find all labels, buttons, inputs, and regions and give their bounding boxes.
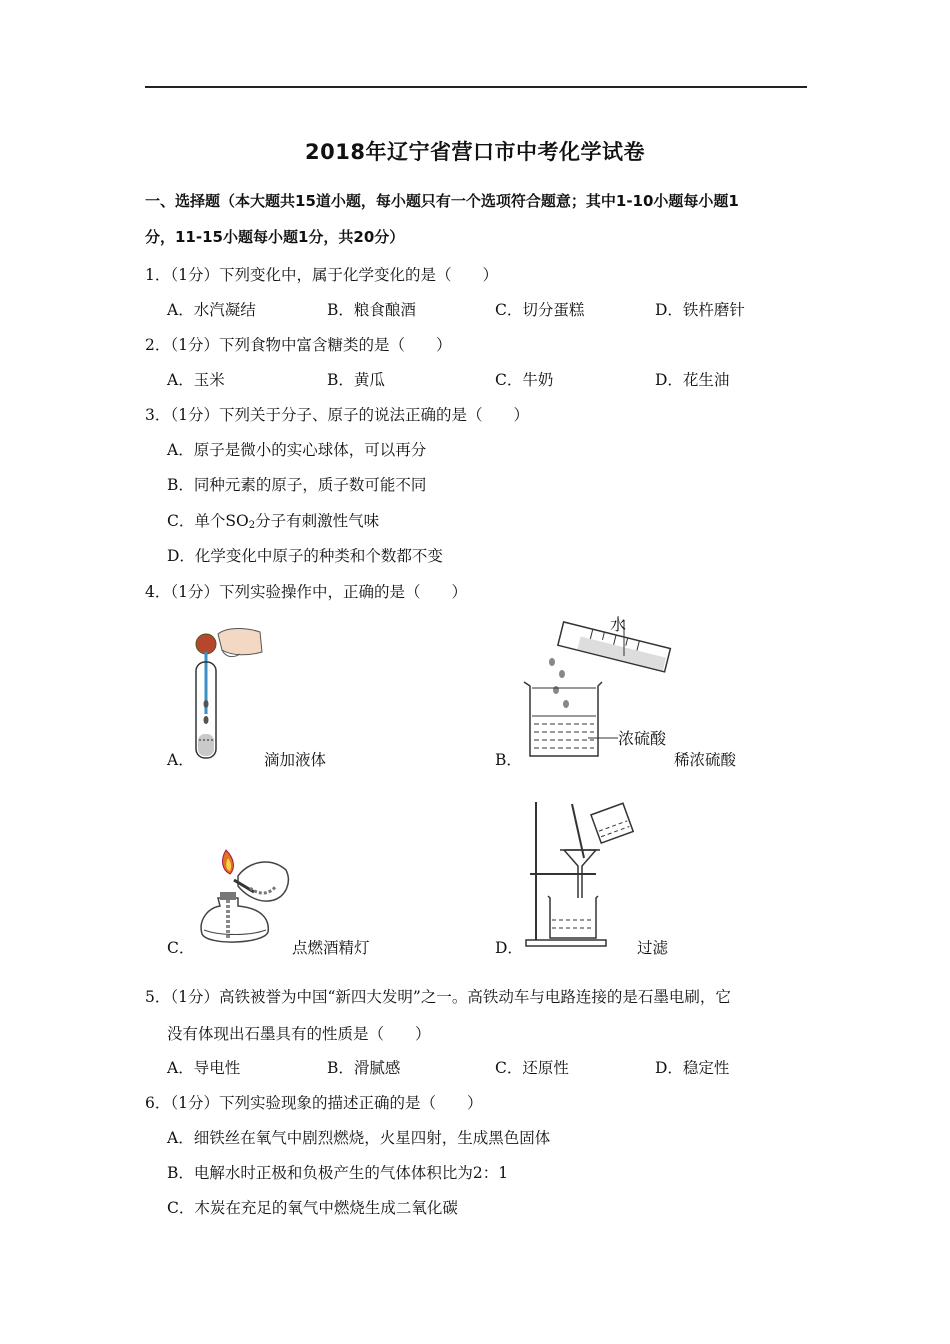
question-3-stem: 3．（1分）下列关于分子、原子的说法正确的是（ ） <box>145 406 529 424</box>
question-6-option-b[interactable]: B．电解水时正极和负极产生的气体体积比为2：1 <box>167 1164 509 1182</box>
question-4-option-b-caption: 稀浓硫酸 <box>674 751 737 769</box>
question-2-option-c[interactable]: C．牛奶 <box>495 371 554 389</box>
label-concentrated-acid: 浓硫酸 <box>618 729 667 748</box>
section-heading-line2: 分，11-15小题每小题1分，共20分） <box>145 228 405 246</box>
question-1-option-a[interactable]: A．水汽凝结 <box>167 301 256 319</box>
question-5-stem: 5．（1分）高铁被誉为中国“新四大发明”之一。高铁动车与电路连接的是石墨电刷，它 <box>145 988 731 1006</box>
question-5-option-b[interactable]: B．滑腻感 <box>327 1059 401 1077</box>
question-4-option-a-letter[interactable]: A． <box>167 751 194 769</box>
figure-filtration-illustration <box>524 798 636 948</box>
page-title: 2018年辽宁省营口市中考化学试卷 <box>305 140 645 164</box>
question-3-option-c-subscript: 2 <box>248 520 256 531</box>
question-2-option-a[interactable]: A．玉米 <box>167 371 225 389</box>
section-heading-line1: 一、选择题（本大题共15道小题，每小题只有一个选项符合题意；其中1-10小题每小题1 <box>145 192 739 210</box>
question-5-option-a[interactable]: A．导电性 <box>167 1059 241 1077</box>
question-3-option-c-rest: 分子有刺激性气味 <box>255 512 380 530</box>
question-4-option-c-letter[interactable]: C． <box>167 939 195 957</box>
question-3-option-d[interactable]: D．化学变化中原子的种类和个数都不变 <box>167 547 443 565</box>
question-1-option-b[interactable]: B．粮食酿酒 <box>327 301 416 319</box>
question-6-option-c[interactable]: C．木炭在充足的氧气中燃烧生成二氧化碳 <box>167 1199 458 1217</box>
question-2-stem: 2．（1分）下列食物中富含糖类的是（ ） <box>145 336 452 354</box>
question-1-stem: 1．（1分）下列变化中，属于化学变化的是（ ） <box>145 266 498 284</box>
section-heading <box>145 183 815 255</box>
question-5-option-d[interactable]: D．稳定性 <box>655 1059 730 1077</box>
question-5-stem-cont: 没有体现出石墨具有的性质是（ ） <box>167 1025 431 1043</box>
question-2-option-d[interactable]: D．花生油 <box>655 371 730 389</box>
question-6-option-a[interactable]: A．细铁丝在氧气中剧烈燃烧，火星四射，生成黑色固体 <box>167 1129 551 1147</box>
figure-dilution-illustration <box>518 612 678 762</box>
question-3-option-a[interactable]: A．原子是微小的实心球体，可以再分 <box>167 441 427 459</box>
question-4-option-c-caption: 点燃酒精灯 <box>292 939 370 957</box>
question-2-option-b[interactable]: B．黄瓜 <box>327 371 385 389</box>
figure-alcohol-lamp-illustration <box>190 840 300 950</box>
question-4-option-a-caption: 滴加液体 <box>264 751 327 769</box>
question-1-option-d[interactable]: D．铁杵磨针 <box>655 301 745 319</box>
question-6-stem: 6．（1分）下列实验现象的描述正确的是（ ） <box>145 1094 483 1112</box>
question-4-option-d-letter[interactable]: D． <box>495 939 523 957</box>
question-5-option-c[interactable]: C．还原性 <box>495 1059 569 1077</box>
question-4-stem: 4．（1分）下列实验操作中，正确的是（ ） <box>145 583 467 601</box>
question-4-option-b-letter[interactable]: B． <box>495 751 522 769</box>
label-water: 水 <box>610 615 627 634</box>
question-4-option-d-caption: 过滤 <box>637 939 669 957</box>
figure-dropper-illustration <box>188 622 268 762</box>
question-1-option-c[interactable]: C．切分蛋糕 <box>495 301 585 319</box>
question-3-option-b[interactable]: B．同种元素的原子，质子数可能不同 <box>167 476 427 494</box>
question-3-option-c-text: C．单个SO <box>167 512 249 530</box>
header-rule <box>145 86 807 88</box>
question-3-option-c[interactable] <box>167 509 379 531</box>
